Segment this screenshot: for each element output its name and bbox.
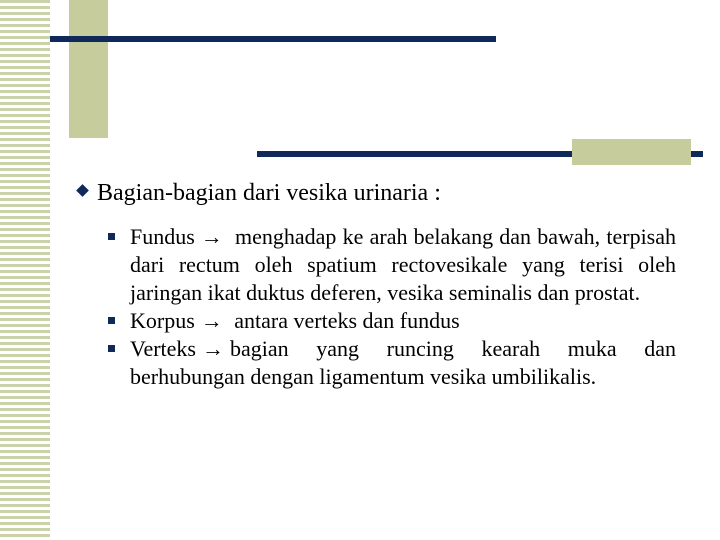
decorative-olive-block <box>69 0 108 138</box>
term: Fundus <box>130 224 195 249</box>
decorative-top-bar <box>50 36 496 42</box>
term: Korpus <box>130 308 195 333</box>
right-arrow-icon: → <box>201 336 224 361</box>
main-bullet-text: Bagian-bagian dari vesika urinaria : <box>97 180 441 206</box>
description: bagian yang runcing kearah muka dan berhubungan dengan ligamentum vesika umbilikalis. <box>130 336 676 389</box>
list-item <box>108 335 676 391</box>
list-item <box>108 307 676 335</box>
square-bullet-icon <box>108 233 115 240</box>
term: Verteks <box>130 336 196 361</box>
description: antara verteks dan fundus <box>234 308 460 333</box>
right-arrow-icon: → <box>200 224 223 249</box>
decorative-olive-accent <box>572 139 691 165</box>
list-item <box>108 223 676 307</box>
sub-bullet-list <box>108 223 676 391</box>
diamond-bullet-icon <box>76 184 89 197</box>
description: menghadap ke arah belakang dan bawah, terpisah dari rectum oleh spatium rectovesikale yang terisi oleh jaringan ikat duktus deferen, vesika seminalis dan prostat. <box>130 224 677 305</box>
right-arrow-icon: → <box>200 308 223 333</box>
decorative-stripes <box>0 0 50 540</box>
square-bullet-icon <box>108 345 115 352</box>
square-bullet-icon <box>108 317 115 324</box>
main-bullet <box>78 175 698 211</box>
